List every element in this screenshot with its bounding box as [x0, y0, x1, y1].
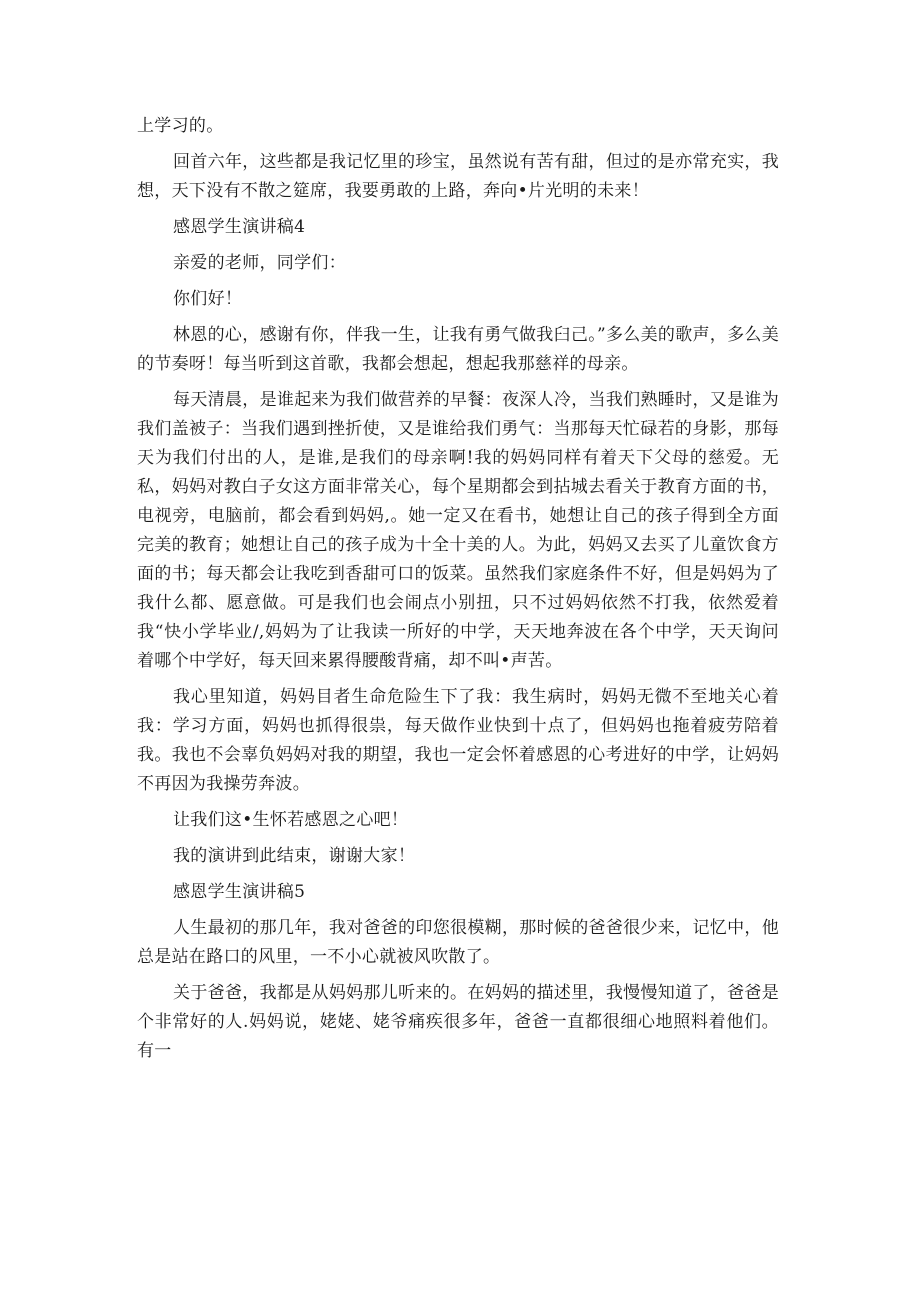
paragraph: 林恩的心，感谢有你，伴我一生，让我有勇气做我臼己。”多么美的歌声，多么美的节奏呀！每当听到这首歌，我都会想起，想起我那慈祥的母亲。	[137, 325, 779, 374]
section-heading: 感恩学生演讲稿4	[173, 217, 306, 237]
paragraph: 让我们这•生怀若感恩之心吧！	[173, 810, 409, 830]
paragraph: 关于爸爸，我都是从妈妈那儿听来的。在妈妈的描述里，我慢慢知道了，爸爸是个非常好的人.妈妈说，姥姥、姥爷痛疾很多年，爸爸一直都很细心地照料着他们。有一	[137, 983, 779, 1061]
paragraph: 我心里知道，妈妈目者生命危险生下了我：我生病时，妈妈无微不至地关心着我：学习方面，妈妈也抓得很祟，每天做作业快到十点了，但妈妈也拖着疲劳陪着我。我也不会辜负妈妈对我的期望，我也一定会怀着感恩的心考进好的中学，让妈妈不再因为我操劳奔波。	[137, 687, 779, 794]
greeting: 你们好！	[173, 289, 243, 309]
section-heading: 感恩学生演讲稿5	[173, 882, 306, 902]
closing-line: 我的演讲到此结束，谢谢大家！	[173, 846, 416, 866]
paragraph: 上学习的。	[137, 116, 224, 136]
salutation: 亲爱的老师，同学们：	[173, 253, 346, 273]
paragraph: 每天清晨，是谁起来为我们做营养的早餐：夜深人冷，当我们熟睡时，又是谁为我们盖被子：当我们遇到挫折使，又是谁给我们勇气：当那每天忙碌若的身影，那每天为我们付出的人，是谁,是我们的母亲啊!我的妈妈同样有着天下父母的慈爱。无私，妈妈对教白子女这方面非常关心，每个星期都会到拈城去看关于教育方面的书，电视旁，电脑前，都会看到妈妈,。她一定又在看书，她想让自己的孩子得到全方面完美的教育；她想让自己的孩子成为十全十美的人。为此，妈妈又去买了儿童饮食方面的书；每天都会让我吃到香甜可口的饭菜。虽然我们家庭条件不好，但是妈妈为了我什么都、愿意做。可是我们也会闹点小别扭，只不过妈妈依然不打我，依然爱着我“快小学毕业/,妈妈为了让我读一所好的中学，天天地奔波在各个中学，天天询问着哪个中学好，每天回来累得腰酸背痛，却不叫•声苦。	[137, 390, 779, 671]
paragraph: 人生最初的那几年，我对爸爸的印您很模糊，那时候的爸爸很少来，记忆中，他总是站在路口的风里，一不小心就被风吹散了。	[137, 918, 779, 967]
paragraph: 回首六年，这些都是我记忆里的珍宝，虽然说有苦有甜，但过的是亦常充实，我想，天下没有不散之筵席，我要勇敢的上路，奔向•片光明的未来！	[137, 152, 779, 201]
document-body	[137, 112, 779, 1073]
